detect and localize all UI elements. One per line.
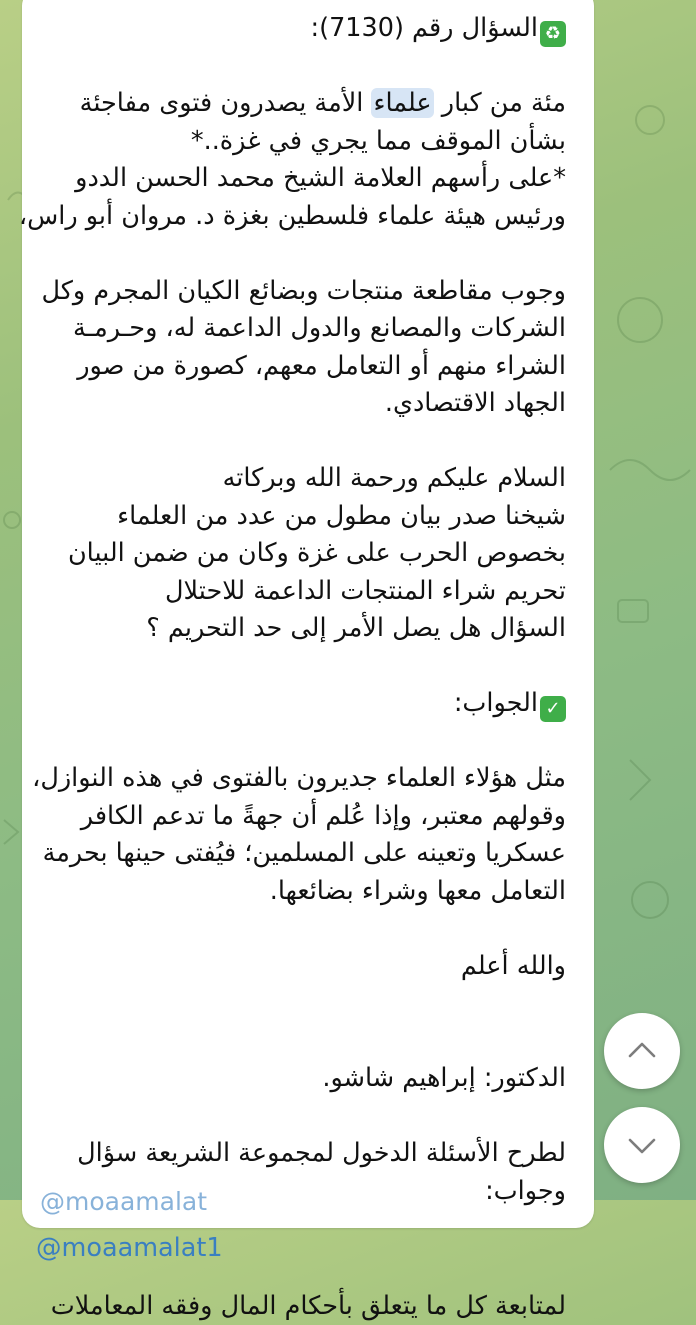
check-mark-icon: ✓ — [540, 696, 566, 722]
answer-line: مثل هؤلاء العلماء جديرون بالفتوى في هذه النوازل، — [36, 760, 566, 798]
intro-line: ورئيس هيئة علماء فلسطين بغزة د. مروان أبو راس، — [36, 198, 566, 236]
answer-line: التعامل معها وشراء بضائعها. — [36, 873, 566, 911]
ruling-line: الشركات والمصانع والدول الداعمة له، وحـرمـة — [36, 310, 566, 348]
question-line: السلام عليكم ورحمة الله وبركاته — [36, 460, 566, 498]
ruling-line: الجهاد الاقتصادي. — [36, 385, 566, 423]
scroll-down-button[interactable] — [604, 1107, 680, 1183]
answer-label: ✓الجواب: — [36, 685, 566, 723]
channel-link-partial[interactable]: @moaamalat — [40, 1187, 207, 1216]
question-line: تحريم شراء المنتجات الداعمة للاحتلال — [36, 573, 566, 611]
join-line: وجواب: — [36, 1173, 566, 1211]
question-line: شيخنا صدر بيان مطول من عدد من العلماء — [36, 498, 566, 536]
recycle-icon: ♻ — [540, 21, 566, 47]
answer-line: عسكريا وتعينه على المسلمين؛ فيُفتى حينها بحرمة — [36, 835, 566, 873]
chevron-down-icon — [627, 1130, 657, 1160]
message-text — [36, 10, 566, 1325]
highlighted-word: علماء — [371, 88, 433, 118]
question-title: ♻السؤال رقم (7130): — [36, 10, 566, 48]
follow-line: لمتابعة كل ما يتعلق بأحكام المال وفقه المعاملات — [36, 1288, 566, 1325]
closing-line: والله أعلم — [36, 948, 566, 986]
answer-line: وقولهم معتبر، وإذا عُلم أن جهةً ما تدعم الكافر — [36, 798, 566, 836]
intro-line: *على رأسهم العلامة الشيخ محمد الحسن الددو — [36, 160, 566, 198]
ruling-line: الشراء منهم أو التعامل معهم، كصورة من صور — [36, 348, 566, 386]
intro-line: مئة من كبار علماء الأمة يصدرون فتوى مفاجئة — [36, 85, 566, 123]
intro-line: بشأن الموقف مما يجري في غزة..* — [36, 123, 566, 161]
question-line: بخصوص الحرب على غزة وكان من ضمن البيان — [36, 535, 566, 573]
author-line: الدكتور: إبراهيم شاشو. — [36, 1060, 566, 1098]
scroll-up-button[interactable] — [604, 1013, 680, 1089]
chevron-up-icon — [627, 1036, 657, 1066]
ruling-line: وجوب مقاطعة منتجات وبضائع الكيان المجرم وكل — [36, 273, 566, 311]
join-line: لطرح الأسئلة الدخول لمجموعة الشريعة سؤال — [36, 1135, 566, 1173]
question-line: السؤال هل يصل الأمر إلى حد التحريم ؟ — [36, 610, 566, 648]
channel-link[interactable]: @moaamalat1 — [36, 1230, 566, 1268]
